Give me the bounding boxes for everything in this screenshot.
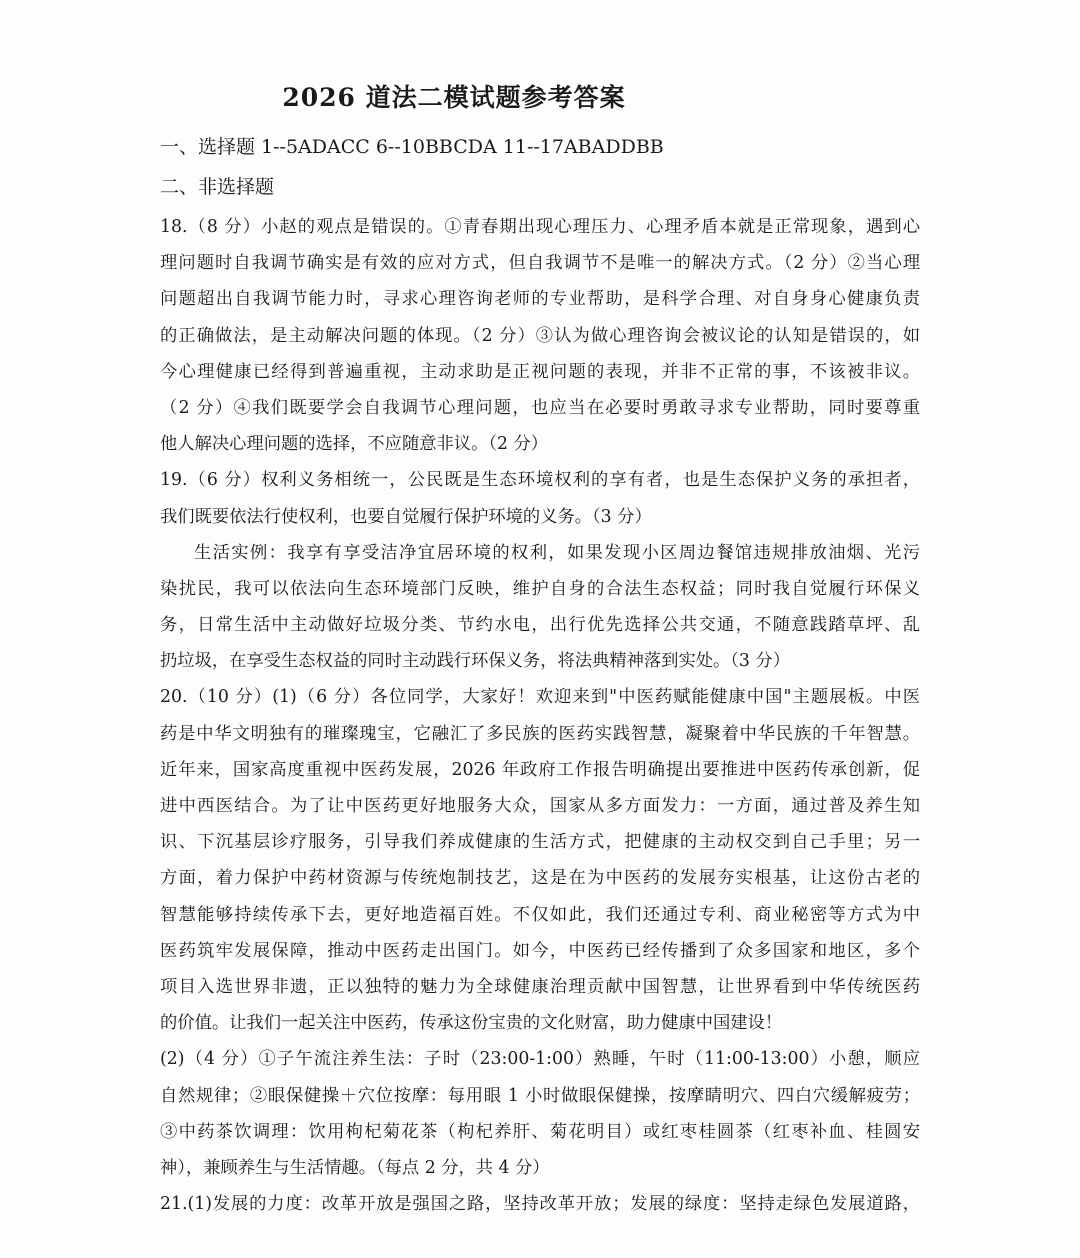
answer-line: 智慧能够持续传承下去，更好地造福百姓。不仅如此，我们还通过专利、商业秘密等方式为中 [160, 904, 920, 925]
answer-line: 我们既要依法行使权利，也要自觉履行保护环境的义务。（3 分） [160, 506, 652, 527]
answer-line: 自然规律；②眼保健操＋穴位按摩：每用眼 1 小时做眼保健操，按摩睛明穴、四白穴缓解疲劳； [160, 1085, 920, 1106]
answer-line: (2)（4 分）①子午流注养生法：子时（23:00-1:00）熟睡，午时（11:00-13:00）小憩，顺应 [160, 1049, 920, 1070]
answer-line: 20.（10 分）(1)（6 分）各位同学，大家好！欢迎来到"中医药赋能健康中国"主题展板。中医 [160, 687, 920, 708]
answer-line: 神），兼顾养生与生活情趣。（每点 2 分，共 4 分） [160, 1157, 550, 1178]
answer-line: 生活实例：我享有享受洁净宜居环境的权利，如果发现小区周边餐馆违规排放油烟、光污 [194, 542, 920, 563]
answer-line: 问题超出自我调节能力时，寻求心理咨询老师的专业帮助，是科学合理、对自身身心健康负责 [160, 289, 920, 310]
answer-line: （2 分）④我们既要学会自我调节心理问题，也应当在必要时勇敢寻求专业帮助，同时要尊重 [160, 397, 920, 418]
answer-line: 务，日常生活中主动做好垃圾分类、节约水电，出行优先选择公共交通，不随意践踏草坪、乱 [160, 615, 920, 636]
answer-line: 近年来，国家高度重视中医药发展，2026 年政府工作报告明确提出要推进中医药传承创新，促 [160, 759, 920, 780]
answer-line: 药是中华文明独有的璀璨瑰宝，它融汇了多民族的医药实践智慧，凝聚着中华民族的千年智慧。 [160, 723, 920, 744]
answer-line: 的正确做法，是主动解决问题的体现。（2 分）③认为做心理咨询会被议论的认知是错误的，如 [160, 325, 920, 346]
answer-line: 项目入选世界非遗，正以独特的魅力为全球健康治理贡献中国智慧，让世界看到中华传统医药 [160, 976, 920, 997]
answer-line: 染扰民，我可以依法向生态环境部门反映，维护自身的合法生态权益；同时我自觉履行环保义 [160, 578, 920, 599]
answer-line: 扔垃圾，在享受生态权益的同时主动践行环保义务，将法典精神落到实处。（3 分） [160, 651, 790, 672]
page-title: 2026 道法二模试题参考答案 [282, 83, 626, 112]
answer-body [160, 127, 920, 1222]
answer-line: 识、下沉基层诊疗服务，引导我们养成健康的生活方式，把健康的主动权交到自己手里；另一 [160, 832, 920, 853]
answer-line: 医药筑牢发展保障，推动中医药走出国门。如今，中医药已经传播到了众多国家和地区，多个 [160, 940, 920, 961]
answer-line: 方面，着力保护中药材资源与传统炮制技艺，这是在为中医药的发展夯实根基，让这份古老的 [160, 868, 920, 889]
answer-line: ③中药茶饮调理：饮用枸杞菊花茶（枸杞养肝、菊花明目）或红枣桂圆茶（红枣补血、桂圆安 [160, 1121, 920, 1142]
answer-line: 19.（6 分）权利义务相统一，公民既是生态环境权利的享有者，也是生态保护义务的承担者， [160, 470, 920, 491]
answer-line: 18.（8 分）小赵的观点是错误的。①青春期出现心理压力、心理矛盾本就是正常现象，遇到心 [160, 217, 920, 237]
answer-line: 他人解决心理问题的选择，不应随意非议。（2 分） [160, 434, 549, 455]
answer-line: 进中西医结合。为了让中医药更好地服务大众，国家从多方面发力：一方面，通过普及养生知 [160, 796, 920, 816]
answer-line: 理问题时自我调节确实是有效的应对方式，但自我调节不是唯一的解决方式。（2 分）②当心理 [160, 253, 920, 274]
non-multiple-choice-heading: 二、非选择题 [160, 176, 275, 198]
answer-line: 的价值。让我们一起关注中医药，传承这份宝贵的文化财富，助力健康中国建设！ [160, 1013, 783, 1034]
answer-line: 21.(1)发展的力度：改革开放是强国之路，坚持改革开放；发展的绿度：坚持走绿色发展道路， [160, 1194, 920, 1215]
multiple-choice-answers: 一、选择题 1--5ADACC 6--10BBCDA 11--17ABADDBB [160, 136, 664, 158]
answer-line: 今心理健康已经得到普遍重视，主动求助是正视问题的表现，并非不正常的事，不该被非议。 [160, 361, 920, 382]
